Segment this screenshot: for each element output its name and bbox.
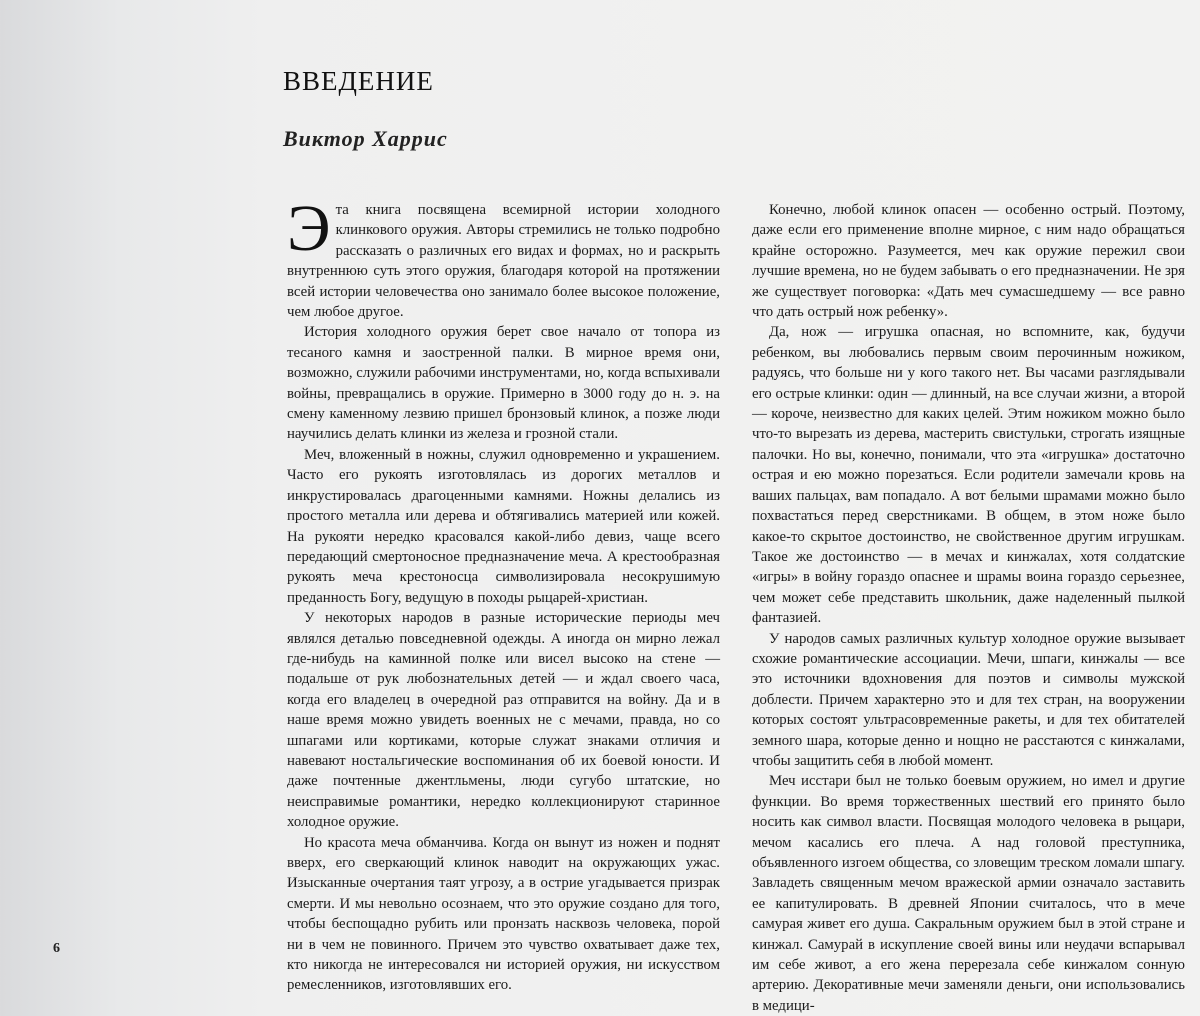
author-name: Виктор Харрис bbox=[283, 126, 448, 151]
paragraph: Конечно, любой клинок опасен — особенно острый. Поэтому, даже если его применение вполне мирное, с ним надо обращаться крайне осторожно. Разумеется, меч как оружие пережил свои лучшие времена, но не будем забывать о его предназначении. Не зря же существует поговорка: «Дать меч сумасшедшему — все равно что дать острый нож ребенку». bbox=[752, 202, 1185, 321]
page-number: 6 bbox=[53, 941, 60, 956]
drop-cap: Э bbox=[287, 192, 331, 265]
paragraph: История холодного оружия берет свое начало от топора из тесаного камня и заостренной палки. В мирное время они, возможно, служили рабочими инструментами, но, когда вспыхивали войны, превращались в оружие. Примерно в 3000 году до н. э. на смену каменному лезвию пришел бронзовый клинок, а позже люди научились делать клинки из железа и грозной стали. bbox=[287, 324, 720, 443]
text-column-right bbox=[752, 200, 1185, 1016]
paragraph bbox=[287, 192, 720, 322]
paragraph: Меч, вложенный в ножны, служил одновременно и украшением. Часто его рукоять изготовлялась из дорогих металлов и инкрустировалась драгоценными камнями. Ножны делались из простого металла или дерева и обтягивались материей или кожей. На рукояти нередко красовался какой-либо девиз, чаще всего передающий смертоносное предназначение меча. А крестообразная рукоять меча крестоносца символизировала несокрушимую преданность Богу, ведущую в походы рыцарей-христиан. bbox=[287, 446, 720, 606]
paragraph: У некоторых народов в разные исторические периоды меч являлся деталью повседневной одежды. А иногда он мирно лежал где-нибудь на каминной полке или висел высоко на стене — подальше от рук любознательных детей — и ждал своего часа, когда его владелец в очередной раз отправится на войну. Да и в наше время можно увидеть военных не с мечами, правда, но со шпагами или кортиками, которые служат знаками отличия и навевают ностальгические воспоминания об их боевой юности. И даже почтенные джентльмены, люди сугубо штатские, но неисправимые романтики, нередко коллекционируют старинное холодное оружие. bbox=[287, 610, 720, 831]
page-title: ВВЕДЕНИЕ bbox=[283, 66, 434, 96]
paragraph: Меч исстари был не только боевым оружием, но имел и другие функции. Во время торжественных шествий его принято было носить как символ власти. Посвящая молодого человека в рыцари, мечом касались его плеча. А над головой преступника, объявленного изгоем общества, со зловещим треском ломали шпагу. Завладеть священным мечом вражеской армии означало заставить ее капитулировать. В древней Японии считалось, что в мече самурая живет его душа. Сакральным оружием был в этой стране и кинжал. Самурай в искупление своей вины или неудачи вспарывал им себе живот, а его жена перерезала себе кинжалом сонную артерию. Декоративные мечи заменяли деньги, они использовались в медици- bbox=[752, 773, 1185, 1014]
paragraph: Но красота меча обманчива. Когда он вынут из ножен и поднят вверх, его сверкающий клинок наводит на окружающих ужас. Изысканные очертания таят угрозу, а в острие угадывается призрак смерти. И мы невольно осознаем, что это оружие создано для того, чтобы беспощадно рубить или пронзать насквозь человека, порой ни в чем не повинного. Причем это чувство охватывает даже тех, кто никогда не интересовался ни историей оружия, ни искусством ремесленников, изготовлявших его. bbox=[287, 834, 720, 994]
paragraph-text: та книга посвящена всемирной истории холодного клинкового оружия. Авторы стремились не только подробно рассказать о различных его видах и формах, но и раскрыть внутреннюю суть этого оружия, благодаря которой на протяжении всей истории человечества оно занимало более высокое положение, чем любое другое. bbox=[287, 202, 720, 321]
paragraph: Да, нож — игрушка опасная, но вспомните, как, будучи ребенком, вы любовались первым своим перочинным ножиком, радуясь, что больше ни у кого такого нет. Вы часами разглядывали его острые клинки: один — длинный, на все случаи жизни, а второй — короче, неизвестно для каких целей. Этим ножиком можно было что-то вырезать из дерева, мастерить свистульки, строгать изящные палочки. Но вы, конечно, понимали, что эта «игрушка» достаточно острая и ею можно порезаться. Если родители замечали кровь на ваших пальцах, вам попадало. А вот белыми шрамами можно было похвастаться перед сверстниками. В общем, в этом ноже было какое-то скрытое достоинство, не свойственное другим игрушкам. Такое же достоинство — в мечах и кинжалах, хотя солдатские «игры» в войну гораздо опаснее и шрамы воина гораздо серьезнее, чем может себе представить школьник, даже наделенный пылкой фантазией. bbox=[752, 324, 1185, 627]
paragraph: У народов самых различных культур холодное оружие вызывает схожие романтические ассоциации. Мечи, шпаги, кинжалы — все это источники вдохновения для поэтов и символы мужской доблести. Причем характерно это и для тех стран, на вооружении которых состоят ультрасовременные ракеты, и для тех обитателей земного шара, которые денно и нощно не расстаются с кинжалами, чтобы защитить себя в любой момент. bbox=[752, 630, 1185, 769]
text-column-left bbox=[287, 192, 720, 996]
